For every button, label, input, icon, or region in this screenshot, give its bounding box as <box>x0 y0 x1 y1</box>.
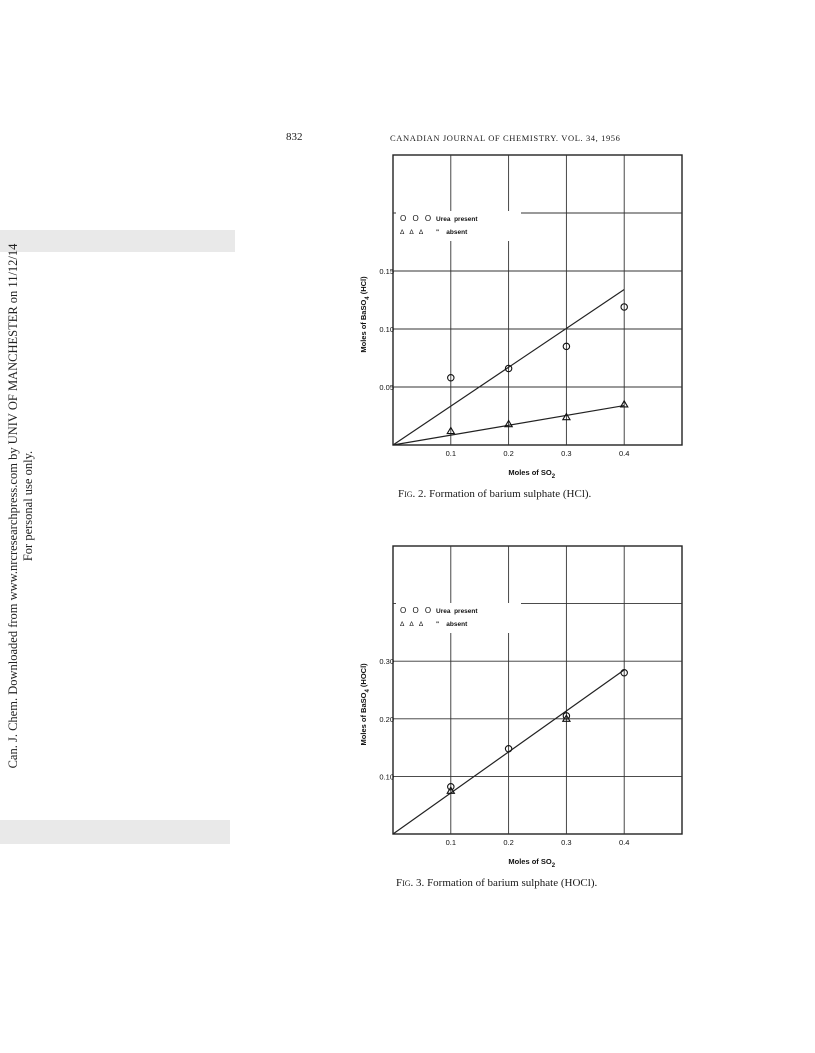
y-tick-label: 0.05 <box>379 383 394 392</box>
legend-label: " absent <box>436 229 468 236</box>
download-notice-line: For personal use only. <box>21 450 35 562</box>
x-tick-label: 0.3 <box>561 838 572 847</box>
legend-symbol: Δ Δ Δ <box>400 229 426 236</box>
legend-symbol: Δ Δ Δ <box>400 621 426 628</box>
figure-2-caption <box>398 488 591 500</box>
y-tick-label: 0.10 <box>379 772 394 782</box>
legend-label: " absent <box>436 621 468 628</box>
page-number: 832 <box>286 131 303 143</box>
y-axis-label: Moles of BaSO$_4$ (HOCl) <box>359 663 371 746</box>
figure-3-caption <box>396 877 597 889</box>
download-notice-line: Can. J. Chem. Downloaded from www.nrcresearchpress.com by UNIV OF MANCHESTER on 11/12/14 <box>6 243 20 769</box>
x-tick-label: 0.2 <box>503 449 514 458</box>
y-axis-label: Moles of BaSO$_4$ (HCl) <box>359 276 371 353</box>
legend-symbol: O O O <box>400 606 434 615</box>
x-tick-label: 0.3 <box>561 449 572 458</box>
x-tick-label: 0.1 <box>445 449 457 458</box>
x-tick-label: 0.4 <box>618 838 630 847</box>
running-head: CANADIAN JOURNAL OF CHEMISTRY. VOL. 34, 1956 <box>390 133 621 143</box>
chart-plot-area <box>359 546 682 869</box>
legend-label: Urea present <box>436 608 478 615</box>
legend-label: Urea present <box>436 216 478 223</box>
figure-3-label: Fig. 3. <box>396 877 425 889</box>
y-tick-label: 0.30 <box>379 657 394 667</box>
x-tick-label: 0.1 <box>445 838 457 847</box>
y-tick-label: 0.10 <box>379 325 394 334</box>
x-tick-label: 0.4 <box>618 449 630 458</box>
figure-3-caption-text: Formation of barium sulphate (HOCl). <box>427 877 598 889</box>
legend-symbol: O O O <box>400 214 434 223</box>
chart-frame <box>393 546 682 834</box>
x-tick-label: 0.2 <box>503 838 514 847</box>
y-tick-label: 0.20 <box>379 714 394 724</box>
x-axis-label: Moles of $SO_2$ <box>508 857 556 869</box>
x-axis-label: Moles of $SO_2$ <box>508 468 556 480</box>
figure-2-caption-text: Formation of barium sulphate (HCl). <box>429 488 592 500</box>
figure-2-label: Fig. 2. <box>398 488 427 500</box>
y-tick-label: 0.15 <box>379 267 394 276</box>
